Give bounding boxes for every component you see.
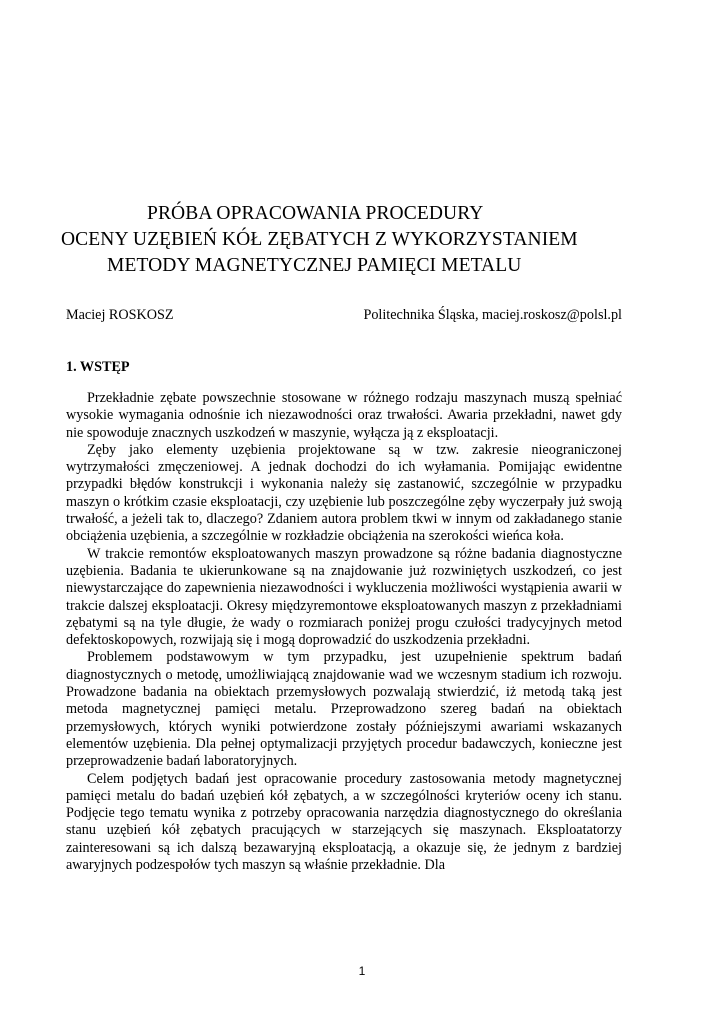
section-heading: 1. WSTĘP bbox=[66, 359, 130, 375]
section-body bbox=[66, 390, 622, 874]
paper-title bbox=[40, 201, 684, 279]
title-line-1: PRÓBA OPRACOWANIA PROCEDURY bbox=[147, 203, 484, 224]
author-affiliation: Politechnika Śląska, maciej.roskosz@polsl.pl bbox=[363, 307, 622, 323]
paragraph: Przekładnie zębate powszechnie stosowane w różnego rodzaju maszynach muszą spełniać wysokie wymagania odnośnie ich niezawodności oraz trwałości. Awaria przekładni, nawet gdy nie spowoduje znacznych uszkodzeń w maszynie, wyłącza ją z eksploatacji. bbox=[66, 390, 622, 441]
title-line-3: METODY MAGNETYCZNEJ PAMIĘCI METALU bbox=[107, 255, 522, 276]
title-line-2: OCENY UZĘBIEŃ KÓŁ ZĘBATYCH Z WYKORZYSTANIEM bbox=[61, 229, 578, 250]
paragraph: Problemem podstawowym w tym przypadku, jest uzupełnienie spektrum badań diagnostycznych o metodę, umożliwiającą znajdowanie wad we wczesnym stadium ich rozwoju. Prowadzone badania na obiektach przemysłowych pozwalają stwierdzić, iż metodą taką jest metoda magnetycznej pamięci metalu. Przeprowadzono szereg badań na obiektach przemysłowych, których wyniki potwierdzone zostały późniejszymi awariami wskazanych elementów uzębienia. Dla pełnej optymalizacji przyjętych procedur badawczych, konieczne jest przeprowadzenie badań laboratoryjnych. bbox=[66, 649, 622, 770]
paragraph: Celem podjętych badań jest opracowanie procedury zastosowania metody magnetycznej pamięci metalu do badań uzębień kół zębatych, a w szczególności kryteriów oceny ich stanu. Podjęcie tego tematu wynika z potrzeby opracowania narzędzia diagnostycznego do określania stanu uzębień kół zębatych pracujących w starzejących się maszynach. Eksploatatorzy zainteresowani są ich dalszą bezawaryjną eksploatacją, a okazuje się, że jednym z bardziej awaryjnych podzespołów tych maszyn są właśnie przekładnie. Dla bbox=[66, 770, 622, 874]
author-name: Maciej ROSKOSZ bbox=[66, 307, 174, 323]
page-number: 1 bbox=[358, 964, 366, 978]
paragraph: W trakcie remontów eksploatowanych maszyn prowadzone są różne badania diagnostyczne uzębienia. Badania te ukierunkowane są na znajdowanie już rozwiniętych uszkodzeń, co jest niewystarczające do zapewnienia niezawodności i wykluczenia możliwości wystąpienia awarii w trakcie dalszej eksploatacji. Okresy międzyremontowe eksploatowanych maszyn z przekładniami zębatymi są na tyle długie, że wady o rozmiarach poniżej progu czułości tradycyjnych metod defektoskopowych, rozwijają się i mogą doprowadzić do uszkodzenia przekładni. bbox=[66, 545, 622, 649]
paragraph: Zęby jako elementy uzębienia projektowane są w tzw. zakresie nieograniczonej wytrzymałości zmęczeniowej. A jednak dochodzi do ich wyłamania. Pomijając ewidentne przypadki błędów konstrukcji i wykonania należy się zastanowić, szczególnie w przypadku maszyn o krótkim czasie eksploatacji, czy uzębienie lub poszczególne zęby wyczerpały już swoją trwałość, a jeżeli tak to, dlaczego? Zdaniem autora problem tkwi w innym od zakładanego stanie obciążenia uzębienia, a szczególnie w rozkładzie obciążenia na szerokości wieńca koła. bbox=[66, 441, 622, 545]
